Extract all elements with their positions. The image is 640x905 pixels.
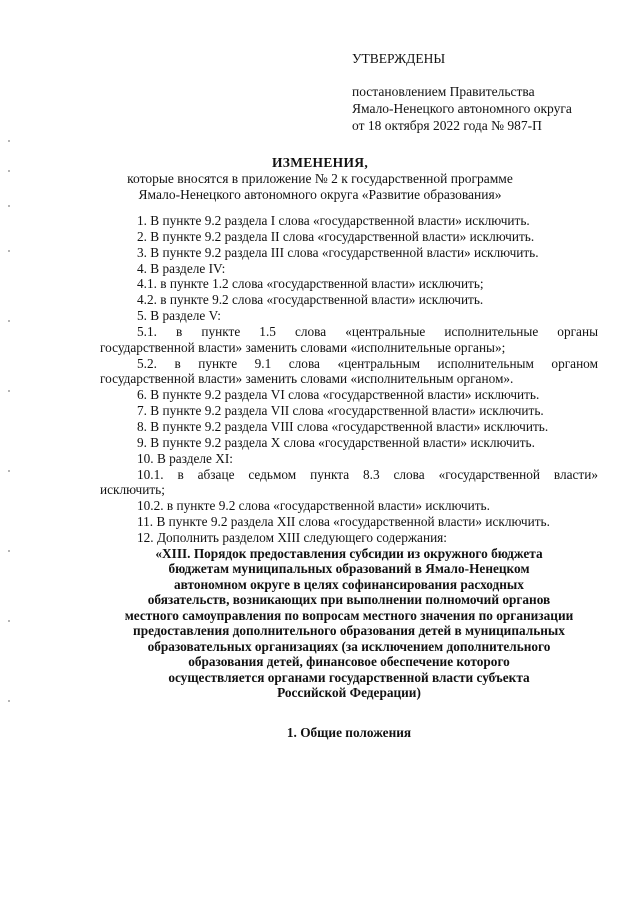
item-5-1-line-1: 5.1. в пункте 1.5 слова «центральные исполнительные органы	[137, 323, 598, 339]
item-5-1-line-2: государственной власти» заменить словами «исполнительные органы»;	[100, 339, 506, 355]
item-10-1	[100, 467, 598, 499]
item-5-1	[100, 324, 598, 356]
approval-line-1: постановлением Правительства	[352, 84, 535, 99]
item-10: 10. В разделе XI:	[137, 450, 233, 466]
heading-line-1: «XIII. Порядок предоставления субсидии из окружного бюджета	[155, 545, 543, 561]
heading-line-10: Российской Федерации)	[277, 685, 421, 701]
approval-line-2: Ямало-Ненецкого автономного округа	[352, 101, 572, 116]
item-3: 3. В пункте 9.2 раздела III слова «государственной власти» исключить.	[137, 244, 539, 260]
heading-line-8: образования детей, финансовое обеспечение которого	[188, 654, 510, 670]
heading-line-3: автономном округе в целях софинансирования расходных	[174, 576, 524, 592]
subtitle-line-1: которые вносятся в приложение № 2 к государственной программе	[127, 171, 513, 186]
item-2: 2. В пункте 9.2 раздела II слова «государственной власти» исключить.	[137, 228, 535, 244]
item-8: 8. В пункте 9.2 раздела VIII слова «государственной власти» исключить.	[137, 418, 549, 434]
document-body	[100, 213, 598, 741]
item-9: 9. В пункте 9.2 раздела X слова «государственной власти» исключить.	[137, 434, 535, 450]
approval-block	[352, 50, 572, 134]
subsection-title: 1. Общие положения	[286, 724, 412, 740]
item-4-2: 4.2. в пункте 9.2 слова «государственной власти» исключить.	[137, 292, 484, 308]
item-10-2: 10.2. в пункте 9.2 слова «государственной власти» исключить.	[137, 498, 490, 514]
item-5-2-line-2: государственной власти» заменить словами «исполнительным органом».	[100, 371, 514, 387]
subtitle-line-2: Ямало-Ненецкого автономного округа «Развитие образования»	[138, 187, 502, 202]
approval-line-3: от 18 октября 2022 года № 987-П	[352, 118, 542, 133]
document-subtitle	[100, 171, 540, 203]
document-title: ИЗМЕНЕНИЯ,	[271, 155, 368, 170]
item-5-2-line-1: 5.2. в пункте 9.1 слова «центральным исполнительным органом	[137, 355, 598, 371]
heading-line-7: образовательных организациях (за исключением дополнительного	[147, 638, 551, 654]
heading-line-6: предоставления дополнительного образования детей в муниципальных	[133, 623, 565, 639]
item-4-1: 4.1. в пункте 1.2 слова «государственной власти» исключить;	[137, 276, 484, 292]
section-xiii-heading	[100, 546, 598, 701]
scan-margin-marks	[8, 140, 12, 740]
item-5: 5. В разделе V:	[137, 308, 221, 324]
heading-line-5: местного самоуправления по вопросам местного значения по организации	[124, 607, 574, 623]
item-10-1-line-1: 10.1. в абзаце седьмом пункта 8.3 слова «государственной власти»	[137, 466, 598, 482]
heading-line-9: осуществляется органами государственной власти субъекта	[168, 669, 530, 685]
heading-line-4: обязательств, возникающих при выполнении полномочий органов	[147, 592, 551, 608]
item-10-1-line-2: исключить;	[100, 482, 165, 498]
item-6: 6. В пункте 9.2 раздела VI слова «государственной власти» исключить.	[137, 387, 540, 403]
approved-label: УТВЕРЖДЕНЫ	[352, 51, 446, 66]
item-5-2	[100, 356, 598, 388]
item-4: 4. В разделе IV:	[137, 260, 226, 276]
item-7: 7. В пункте 9.2 раздела VII слова «государственной власти» исключить.	[137, 403, 544, 419]
item-11: 11. В пункте 9.2 раздела XII слова «государственной власти» исключить.	[137, 514, 550, 530]
item-1: 1. В пункте 9.2 раздела I слова «государственной власти» исключить.	[137, 213, 530, 228]
item-12: 12. Дополнить разделом XIII следующего содержания:	[137, 529, 447, 545]
heading-line-2: бюджетам муниципальных образований в Ямало-Ненецком	[168, 561, 530, 577]
